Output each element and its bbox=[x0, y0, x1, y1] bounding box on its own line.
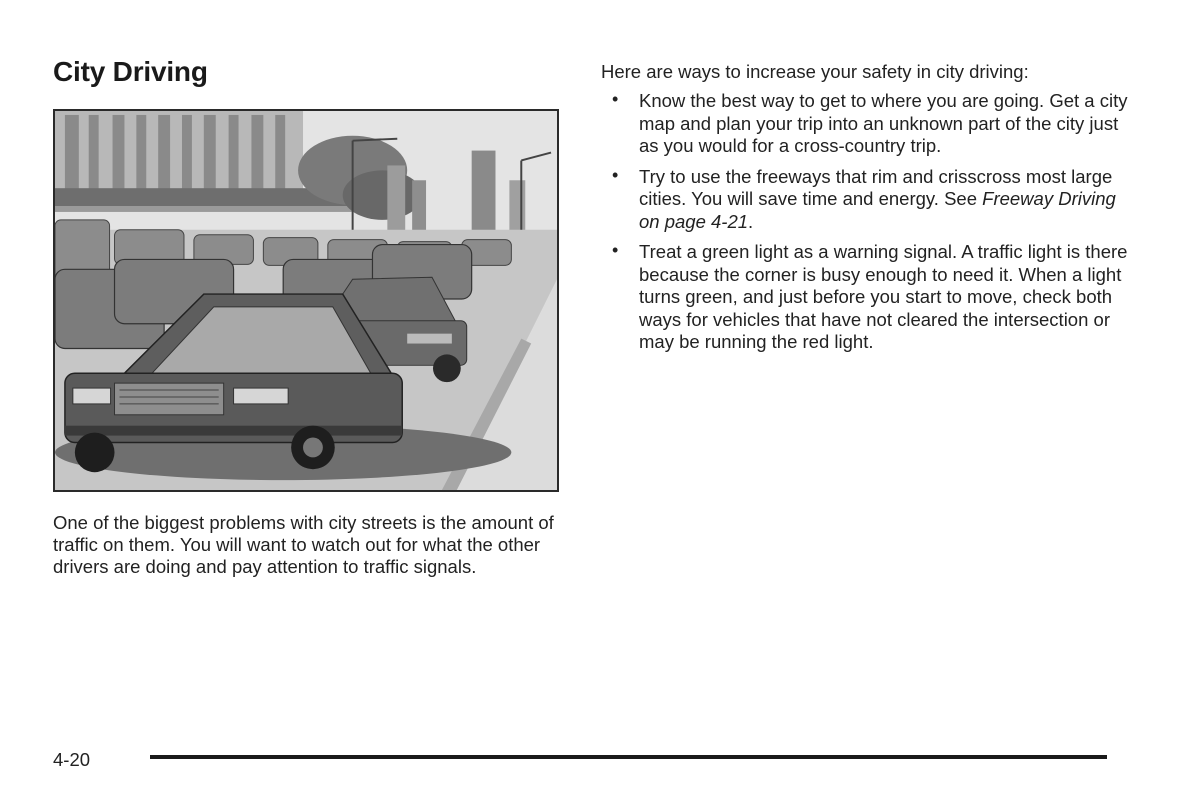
safety-tips-list bbox=[612, 90, 1132, 362]
list-item bbox=[612, 90, 1132, 158]
list-item-text: Try to use the freeways that rim and crisscross most large cities. You will save time and energy. See bbox=[639, 165, 1113, 209]
page-number: 4-20 bbox=[53, 749, 91, 770]
intro-paragraph: One of the biggest problems with city streets is the amount of traffic on them. You will want to watch out for what the other drivers are doing and pay attention to traffic signals. bbox=[53, 512, 554, 577]
bullet-icon: • bbox=[612, 240, 619, 260]
footer-rule bbox=[150, 755, 1107, 759]
list-item bbox=[612, 166, 1132, 234]
bullet-icon: • bbox=[612, 89, 619, 109]
bullet-icon: • bbox=[612, 164, 619, 185]
list-item-suffix: . bbox=[748, 210, 754, 232]
list-item-text: Know the best way to get to where you are going. Get a city map and plan your trip into an unknown part of the city just as you would for a cross-country trip. bbox=[639, 90, 1128, 156]
safety-intro: Here are ways to increase your safety in city driving: bbox=[601, 61, 1029, 82]
city-traffic-illustration bbox=[53, 109, 559, 492]
list-item bbox=[612, 241, 1132, 354]
list-item-text: Treat a green light as a warning signal. A traffic light is there because the corner is busy enough to need it. When a light turns green, and just before you start to move, check both ways for vehicles that have not cleared the intersection or may be running the red light. bbox=[639, 241, 1128, 352]
page-title: City Driving bbox=[53, 56, 208, 87]
freeway-driving-reference-link[interactable]: Freeway Driving on page 4-21 bbox=[639, 188, 1116, 232]
